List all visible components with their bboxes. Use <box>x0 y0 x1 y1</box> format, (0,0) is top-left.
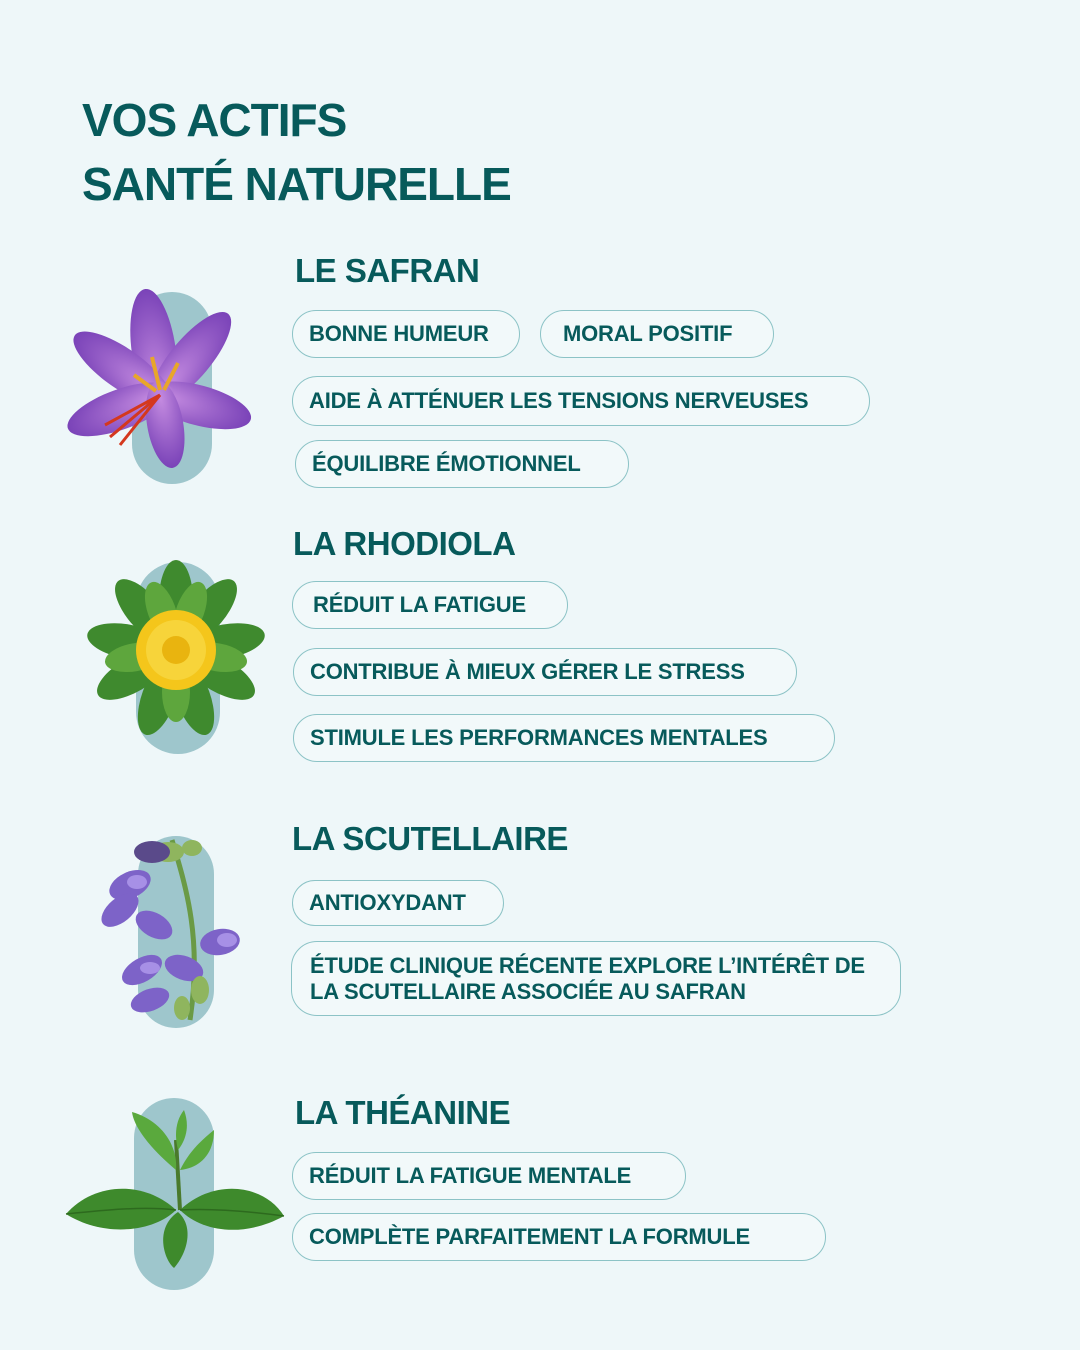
title-line-2: SANTÉ NATURELLE <box>82 158 511 210</box>
tag-pill: ÉTUDE CLINIQUE RÉCENTE EXPLORE L’INTÉRÊT DE LA SCUTELLAIRE ASSOCIÉE AU SAFRAN <box>291 941 901 1016</box>
tag-pill: ANTIOXYDANT <box>292 880 504 926</box>
tag-pill: RÉDUIT LA FATIGUE MENTALE <box>292 1152 686 1200</box>
rhodiola-flower-icon <box>98 568 254 748</box>
tag-pill: AIDE À ATTÉNUER LES TENSIONS NERVEUSES <box>292 376 870 426</box>
section-title: LA RHODIOLA <box>293 525 516 562</box>
saffron-flower-icon <box>60 300 250 460</box>
tag-pill: RÉDUIT LA FATIGUE <box>292 581 568 629</box>
title-line-1: VOS ACTIFS <box>82 94 347 146</box>
page-title <box>82 88 511 216</box>
section-title: LA SCUTELLAIRE <box>292 820 568 857</box>
tag-pill: CONTRIBUE À MIEUX GÉRER LE STRESS <box>293 648 797 696</box>
section-title: LA THÉANINE <box>295 1094 511 1131</box>
tag-pill: MORAL POSITIF <box>540 310 774 358</box>
tag-pill: BONNE HUMEUR <box>292 310 520 358</box>
tag-pill: STIMULE LES PERFORMANCES MENTALES <box>293 714 835 762</box>
tea-leaves-icon <box>64 1110 286 1270</box>
tag-pill: COMPLÈTE PARFAITEMENT LA FORMULE <box>292 1213 826 1261</box>
tag-pill: ÉQUILIBRE ÉMOTIONNEL <box>295 440 629 488</box>
section-title: LE SAFRAN <box>295 252 480 289</box>
skullcap-flower-icon <box>92 830 252 1025</box>
